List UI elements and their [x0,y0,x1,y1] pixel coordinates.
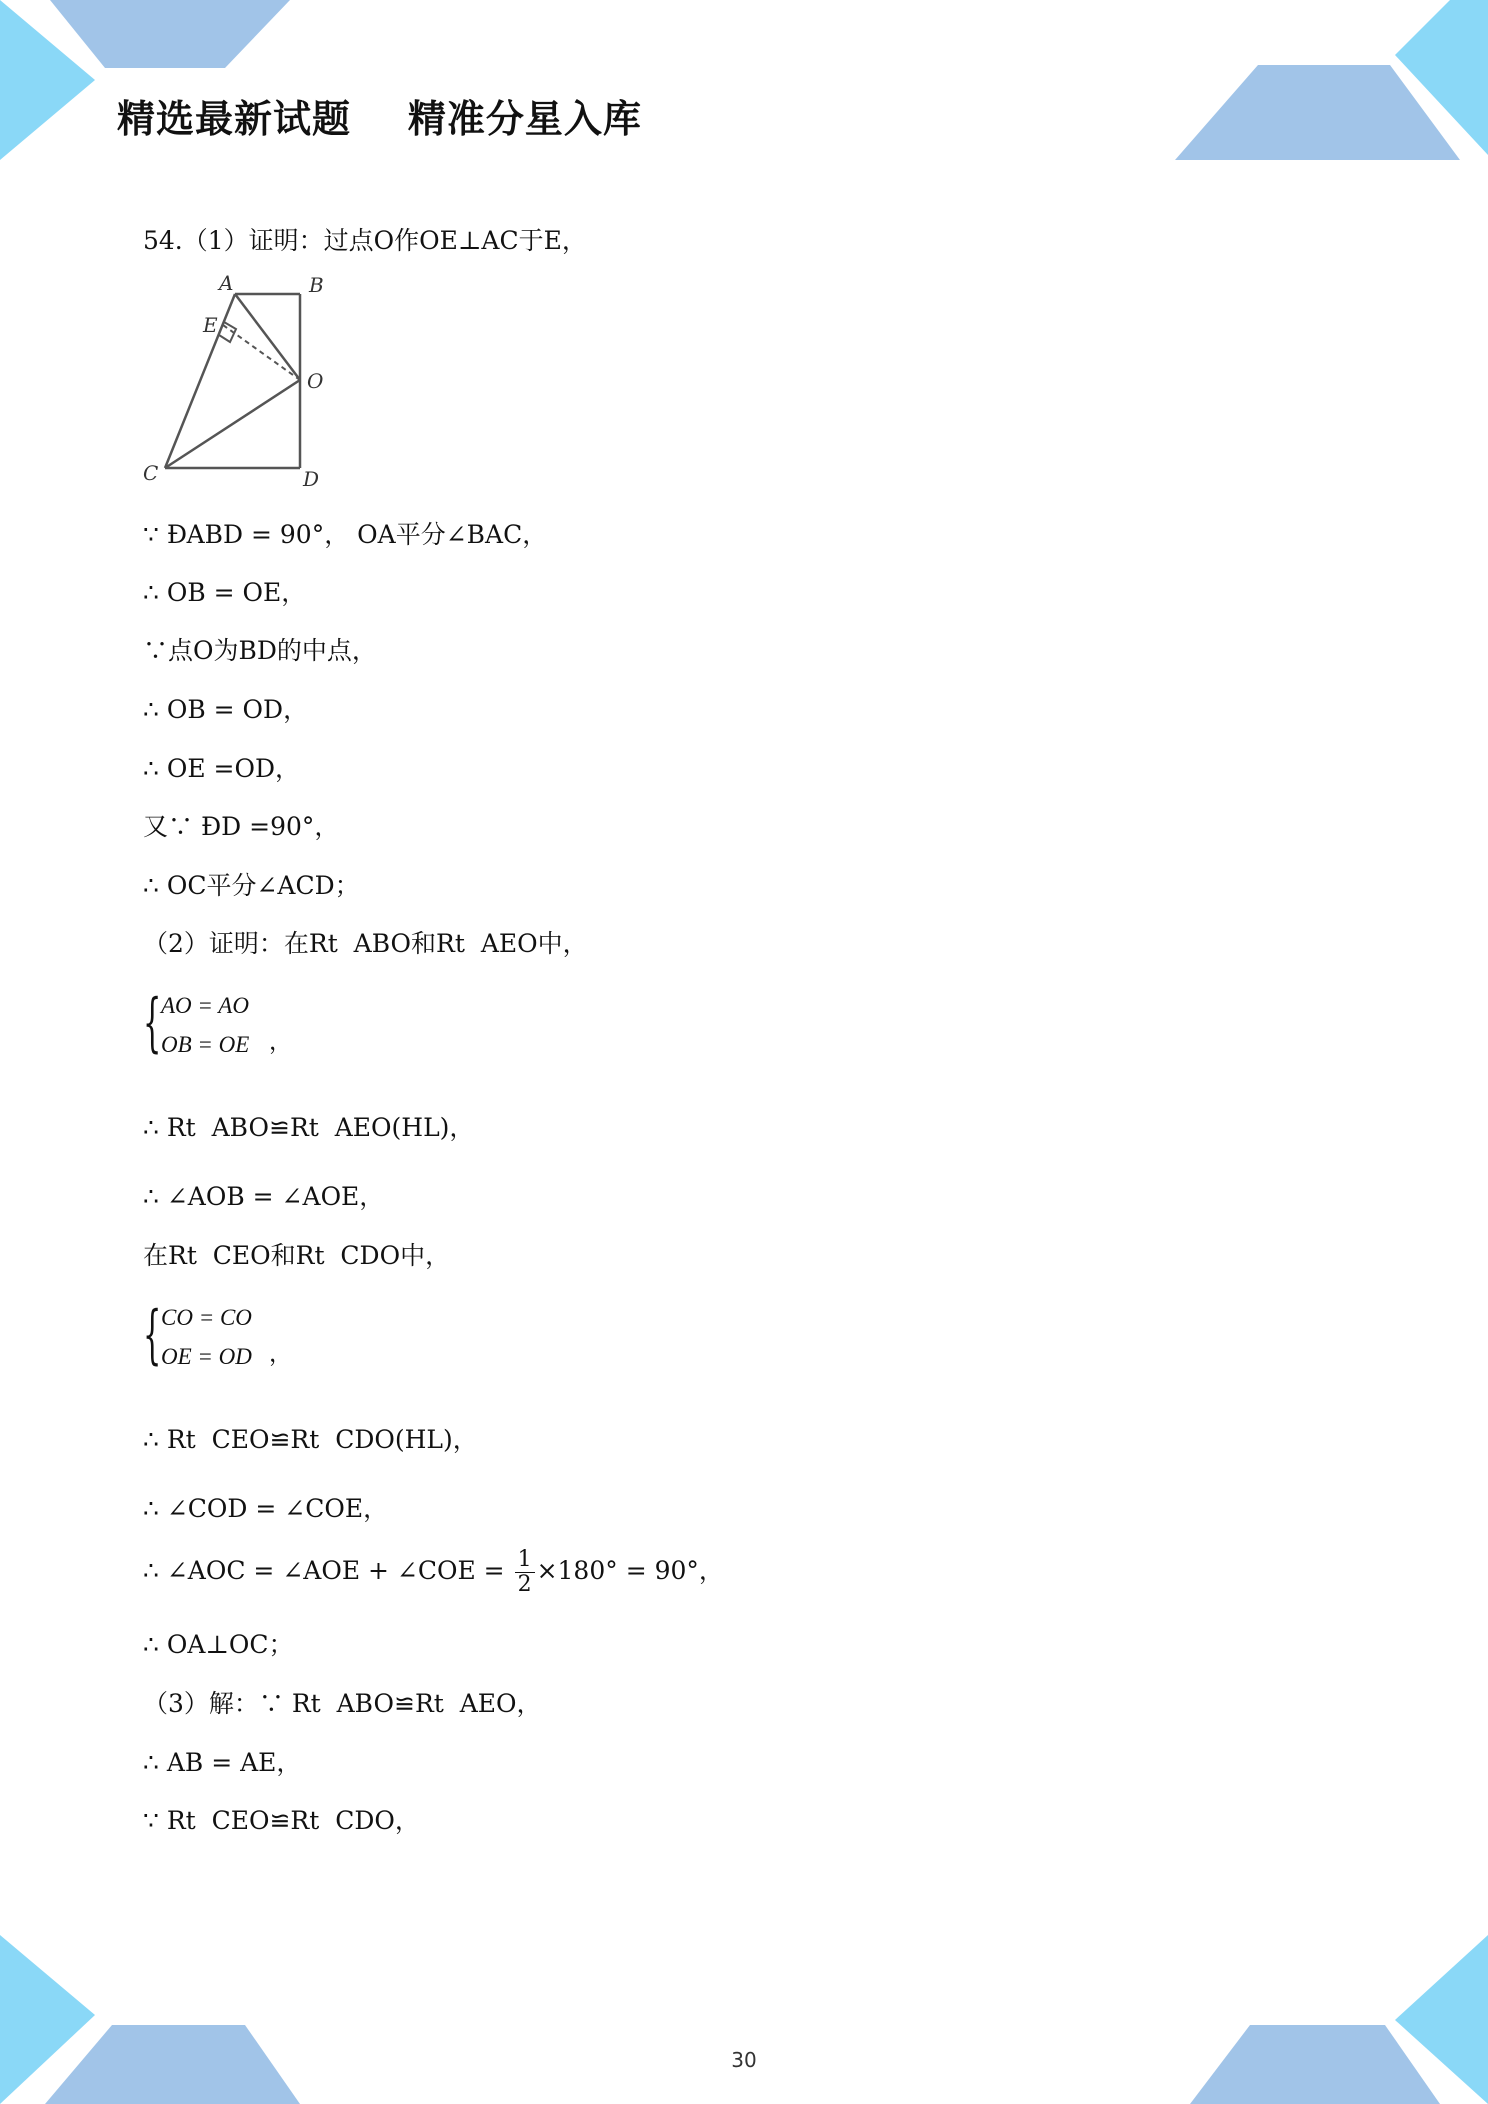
proof-line: ∴ OA⊥OC； [143,1630,294,1659]
corner-trapezoid-top-left [50,0,290,68]
segment-co [165,380,300,468]
label-o: O [307,369,324,393]
label-a: A [219,271,234,295]
system-tail: ， [269,1341,292,1367]
corner-trapezoid-top-right [1175,65,1460,160]
page-number: 30 [731,2048,757,2072]
proof-line: （2）证明：在Rt ABO和Rt AEO中， [143,929,588,958]
header-title: 精选最新试题 精准分星入库 [117,97,642,141]
proof-line: ∴ OC平分∠ACD； [143,871,360,900]
proof-line-fraction [143,1548,724,1597]
fraction-denominator: 2 [517,1572,532,1597]
proof-line: ∵ Rt CEO≌Rt CDO， [143,1806,420,1835]
brace-symbol: { [143,1298,162,1372]
proof-line: ∴ OB = OE， [143,578,307,607]
proof-line: ∵ ÐABD = 90°， OA平分∠BAC， [143,520,548,549]
label-e: E [203,313,218,337]
label-c: C [143,461,159,485]
system-row: OB = OE [161,1032,250,1057]
system-row: CO = CO [161,1305,252,1330]
equation-part: ∴ ∠AOC = ∠AOE + ∠COE = [143,1556,513,1585]
segment-ao [235,294,300,380]
label-d: D [303,467,320,491]
proof-line: 在Rt CEO和Rt CDO中， [143,1241,451,1270]
proof-line: 又∵ ÐD =90°， [143,812,340,841]
fraction [515,1548,535,1597]
fraction-numerator: 1 [515,1548,535,1573]
proof-line: ∴ Rt ABO≌Rt AEO(HL)， [143,1113,475,1142]
proof-line: ∴ AB = AE， [143,1748,302,1777]
label-b: B [309,273,324,297]
proof-line: ∴ ∠COD = ∠COE， [143,1494,389,1523]
segment-ac [165,294,235,468]
geometry-figure [135,270,345,495]
proof-line: ∴ OE =OD， [143,754,301,783]
equation-part: ×180° = 90°， [536,1556,724,1585]
proof-line: ∴ ∠AOB = ∠AOE， [143,1182,385,1211]
system-row: OE = OD [161,1344,252,1369]
proof-line: ∴ Rt CEO≌Rt CDO(HL)， [143,1425,478,1454]
proof-line: ∴ OB = OD， [143,695,309,724]
brace-symbol: { [143,986,162,1060]
proof-line: ∵点O为BD的中点， [143,636,377,665]
proof-line: （3）解：∵ Rt ABO≌Rt AEO， [143,1689,542,1718]
system-row: AO = AO [161,993,249,1018]
system-tail: ， [269,1029,292,1055]
problem-line: 54.（1）证明：过点O作OE⊥AC于E， [143,226,587,255]
